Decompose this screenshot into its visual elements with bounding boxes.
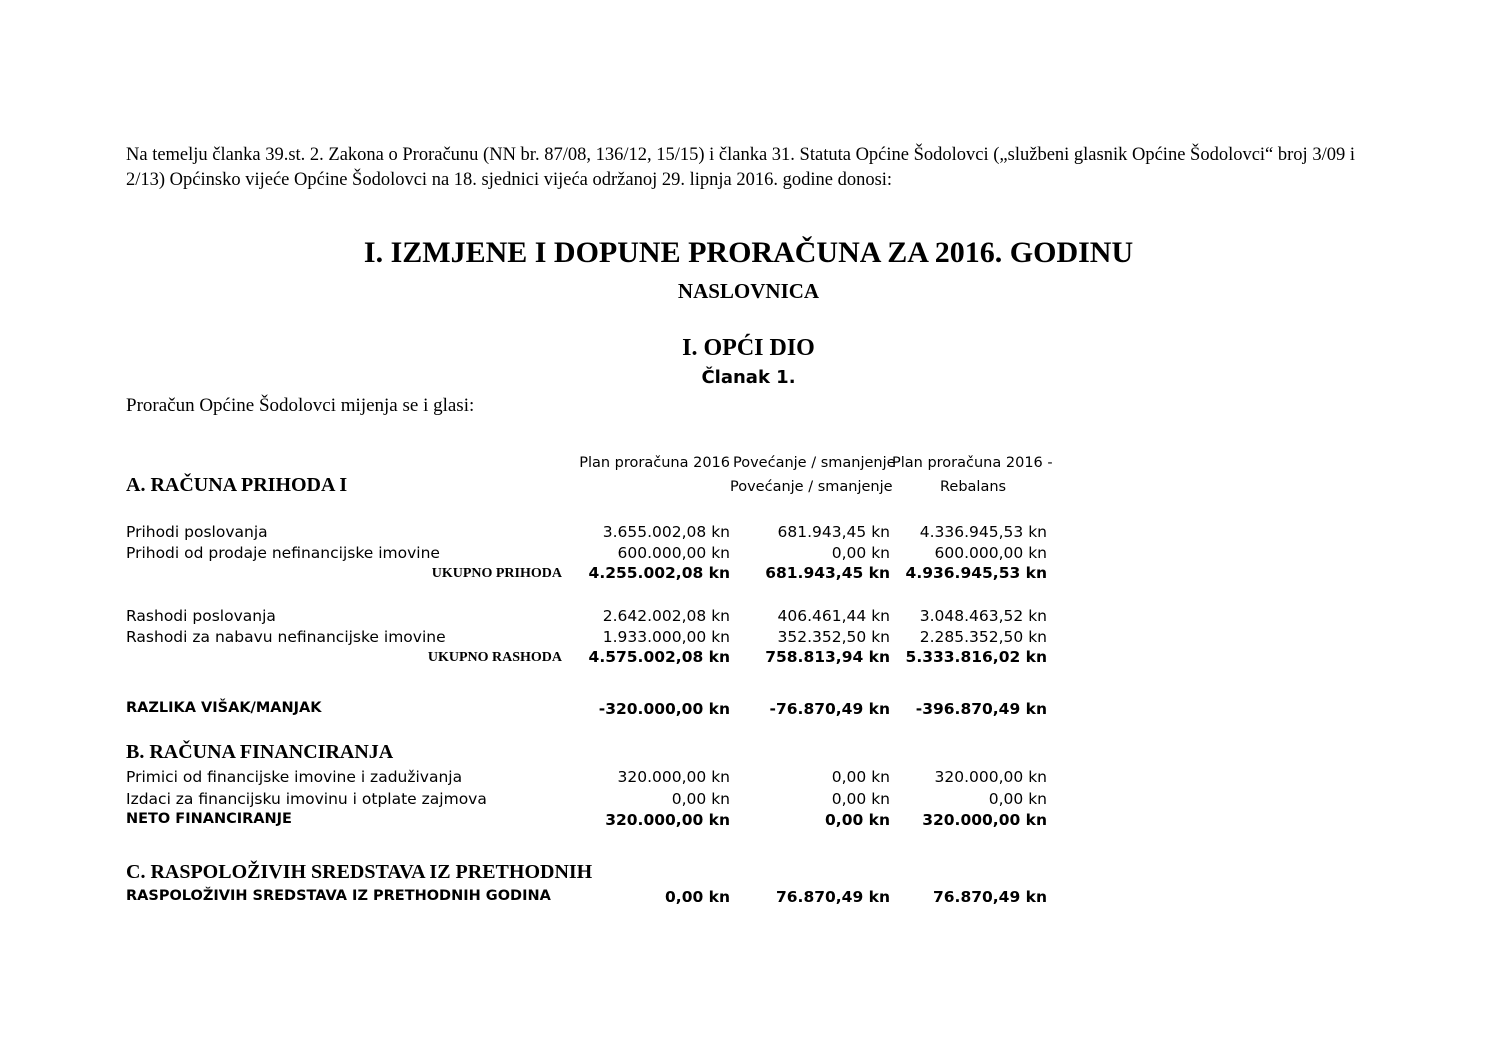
row-value-rebalans: 76.870,49 kn <box>932 888 1047 906</box>
total-value-rebalans: 5.333.816,02 kn <box>905 648 1047 666</box>
total-value-plan: 4.255.002,08 kn <box>588 564 730 582</box>
column-header-change: Povećanje / smanjenje <box>733 455 896 471</box>
row-value-plan: 0,00 kn <box>671 790 730 808</box>
intro-paragraph: Na temelju članka 39.st. 2. Zakona o Proračunu (NN br. 87/08, 136/12, 15/15) i članka 31. Statuta Općine Šodolovci („službeni glasnik Općine Šodolovci“ broj 3/09 i 2/13) Općinsko vijeće Općine Šodolovci na 18. sjednici vijeća održanoj 29. lipnja 2016. godine donosi: <box>126 145 1355 190</box>
row-value-rebalans: -396.870,49 kn <box>915 700 1047 718</box>
row-value-change: 352.352,50 kn <box>777 628 890 646</box>
total-value-plan: 4.575.002,08 kn <box>588 648 730 666</box>
row-label: Rashodi za nabavu nefinancijske imovine <box>126 628 446 646</box>
row-value-rebalans: 600.000,00 kn <box>934 544 1047 562</box>
row-value-change: 0,00 kn <box>831 790 890 808</box>
row-value-rebalans: 0,00 kn <box>988 790 1047 808</box>
row-label: NETO FINANCIRANJE <box>126 811 292 827</box>
row-value-change: 0,00 kn <box>831 544 890 562</box>
row-value-rebalans: 3.048.463,52 kn <box>919 607 1047 625</box>
row-value-plan: 320.000,00 kn <box>605 811 730 829</box>
row-value-rebalans: 320.000,00 kn <box>934 768 1047 786</box>
row-label: Primici od financijske imovine i zaduživanja <box>126 768 463 786</box>
column-header-rebalans: Plan proračuna 2016 - <box>892 455 1053 471</box>
row-value-plan: 600.000,00 kn <box>617 544 730 562</box>
row-label: RASPOLOŽIVIH SREDSTAVA IZ PRETHODNIH GODINA <box>126 888 551 904</box>
lead-text: Proračun Općine Šodolovci mijenja se i glasi: <box>126 395 475 416</box>
row-label: Prihodi poslovanja <box>126 523 268 541</box>
row-label: Rashodi poslovanja <box>126 607 276 625</box>
row-value-plan: -320.000,00 kn <box>598 700 730 718</box>
row-value-plan: 1.933.000,00 kn <box>602 628 730 646</box>
row-value-plan: 0,00 kn <box>665 888 730 906</box>
row-value-change: 0,00 kn <box>825 811 890 829</box>
section-c-heading: C. RASPOLOŽIVIH SREDSTAVA IZ PRETHODNIH <box>126 861 593 883</box>
section-b-heading: B. RAČUNA FINANCIRANJA <box>126 741 394 763</box>
row-value-rebalans: 2.285.352,50 kn <box>919 628 1047 646</box>
row-value-change: 76.870,49 kn <box>775 888 890 906</box>
total-value-rebalans: 4.936.945,53 kn <box>905 564 1047 582</box>
row-label: Izdaci za financijsku imovinu i otplate zajmova <box>126 790 487 808</box>
document-subtitle: NASLOVNICA <box>677 279 820 303</box>
section-title: I. OPĆI DIO <box>682 335 815 361</box>
row-value-plan: 3.655.002,08 kn <box>602 523 730 541</box>
row-value-plan: 320.000,00 kn <box>617 768 730 786</box>
row-value-plan: 2.642.002,08 kn <box>602 607 730 625</box>
total-value-change: 758.813,94 kn <box>765 648 890 666</box>
section-a-heading: A. RAČUNA PRIHODA I <box>126 474 348 496</box>
row-label: Prihodi od prodaje nefinancijske imovine <box>126 544 440 562</box>
row-label: RAZLIKA VIŠAK/MANJAK <box>126 700 322 716</box>
column-header-rebalans-line2: Rebalans <box>940 479 1007 495</box>
document-title: I. IZMJENE I DOPUNE PRORAČUNA ZA 2016. GODINU <box>363 236 1134 269</box>
row-value-change: 406.461,44 kn <box>777 607 890 625</box>
row-value-change: 681.943,45 kn <box>777 523 890 541</box>
total-value-change: 681.943,45 kn <box>765 564 890 582</box>
article-heading: Članak 1. <box>701 367 796 388</box>
total-label: UKUPNO PRIHODA <box>431 566 562 581</box>
row-value-rebalans: 320.000,00 kn <box>922 811 1047 829</box>
row-value-change: -76.870,49 kn <box>769 700 890 718</box>
column-header-change-line2: Povećanje / smanjenje <box>730 479 893 495</box>
column-header-plan: Plan proračuna 2016 <box>579 455 730 471</box>
row-value-rebalans: 4.336.945,53 kn <box>919 523 1047 541</box>
row-value-change: 0,00 kn <box>831 768 890 786</box>
total-label: UKUPNO RASHODA <box>427 650 562 665</box>
